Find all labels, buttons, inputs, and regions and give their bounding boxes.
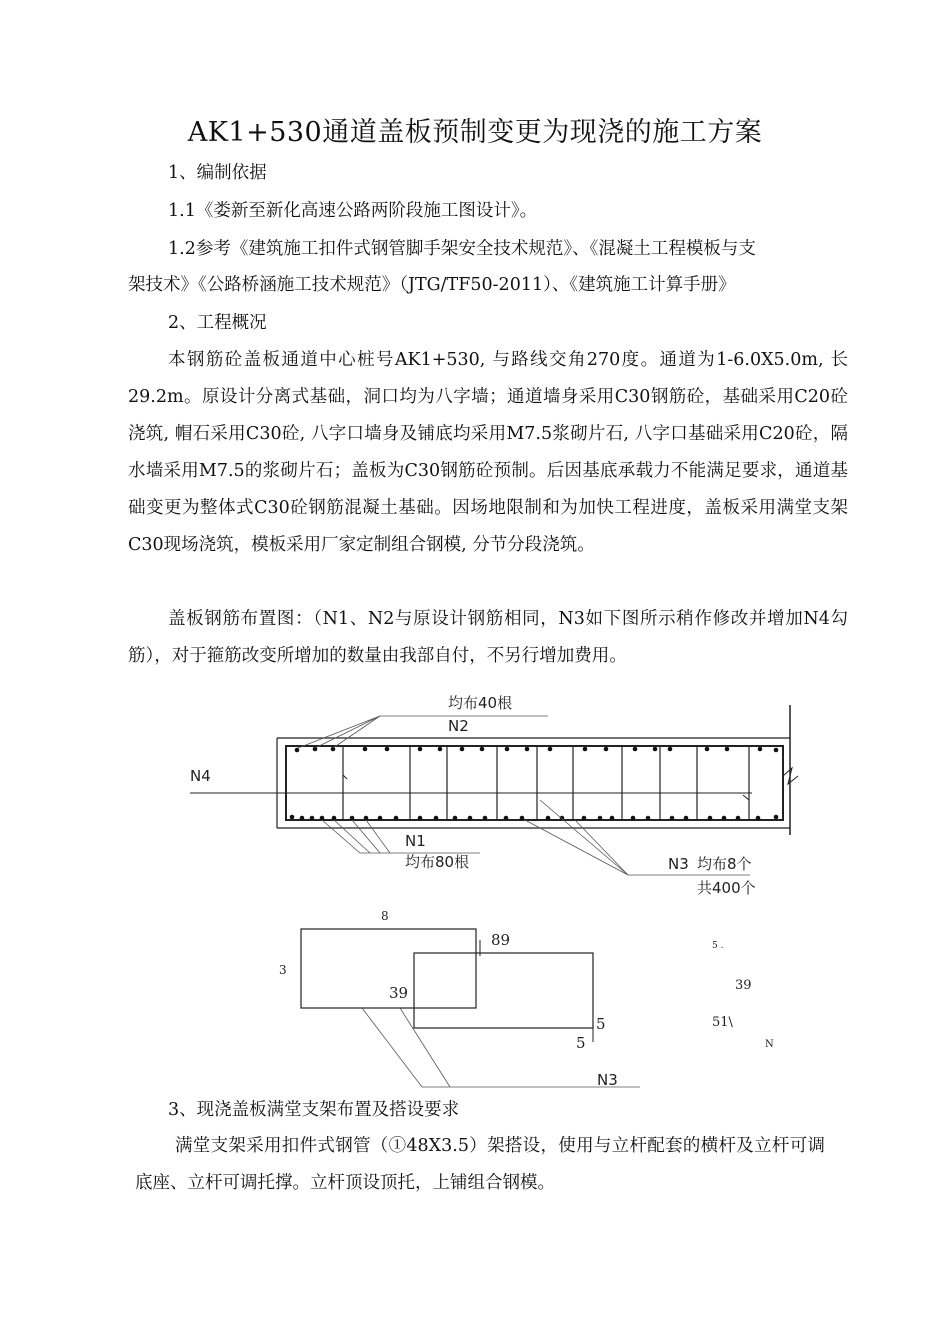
n4-label: N4 bbox=[190, 767, 211, 785]
reference-1-2-line2: 架技术》《公路桥涵施工技术规范》（JTG/TF50-2011）、《建筑施工计算手册》 bbox=[128, 275, 736, 295]
n3-detail-label: N3 bbox=[597, 1071, 618, 1089]
side-n-mark: N bbox=[765, 1039, 774, 1050]
section-1-heading: 1、编制依据 bbox=[168, 163, 267, 183]
rebar-layout-paragraph: 盖板钢筋布置图：（N1、N2与原设计钢筋相同，N3如下图所示稍作修改并增加N4勾筋），对于箍筋改变所增加的数量由我部自付，不另行增加费用。 bbox=[128, 609, 848, 666]
section-3-heading: 3、现浇盖板满堂支架布置及搭设要求 bbox=[168, 1100, 460, 1120]
n1-label: N1 bbox=[405, 832, 426, 850]
side-dim-39: 39 bbox=[735, 978, 752, 993]
dim-left: 3 bbox=[279, 963, 287, 977]
n3-label: N3 bbox=[668, 855, 689, 873]
rebar-layout-diagram bbox=[0, 680, 950, 905]
n1-count-label: 均布80根 bbox=[405, 853, 470, 871]
project-overview-paragraph: 本钢筋砼盖板通道中心桩号AK1+530, 与路线交角270度。通道为1-6.0X5.0m, 长29.2m。原设计分离式基础，洞口均为八字墙；通道墙身采用C30钢筋砼，基础采用C20砼浇筑, 帽石采用C30砼, 八字口墙身及铺底均采用M7.5浆砌片石, 八字口基础采用C20砼，隔水墙采用M7.5的浆砌片石；盖板为C30钢筋砼预制。后因基底承载力不能满足要求，通道基础变更为整体式C30砼钢筋混凝土基础。因场地限制和为加快工程进度，盖板采用满堂支架C30现场浇筑，模板采用厂家定制组合钢模, 分节分段浇筑。 bbox=[128, 350, 848, 555]
n2-count-label: 均布40根 bbox=[448, 694, 513, 712]
side-dash-mark: 5 . bbox=[712, 941, 724, 951]
n3-count-label: 均布8个 bbox=[697, 855, 752, 873]
reference-1-1: 1.1《娄新至新化高速公路两阶段施工图设计》。 bbox=[168, 201, 538, 221]
dim-89: 89 bbox=[491, 931, 511, 949]
n3-total-label: 共400个 bbox=[697, 879, 756, 897]
n2-label: N2 bbox=[448, 717, 469, 735]
dim-top: 8 bbox=[381, 909, 389, 923]
reference-1-2-line1: 1.2参考《建筑施工扣件式钢管脚手架安全技术规范》、《混凝土工程模板与支 bbox=[168, 239, 756, 259]
page-title: AK1+530通道盖板预制变更为现浇的施工方案 bbox=[187, 117, 763, 148]
section-2-heading: 2、工程概况 bbox=[168, 313, 267, 333]
scaffold-paragraph: 满堂支架采用扣件式钢管（①48X3.5）架搭设，使用与立杆配套的横杆及立杆可调底座、立杆可调托撑。立杆顶设顶托，上铺组合钢模。 bbox=[135, 1136, 825, 1193]
n3-stirrup-detail bbox=[0, 905, 950, 1095]
dim-39: 39 bbox=[389, 984, 409, 1002]
side-dim-51: 51\ bbox=[712, 1015, 733, 1030]
dim-5-bottom: 5 bbox=[576, 1034, 586, 1052]
dim-5-right: 5 bbox=[596, 1015, 606, 1033]
